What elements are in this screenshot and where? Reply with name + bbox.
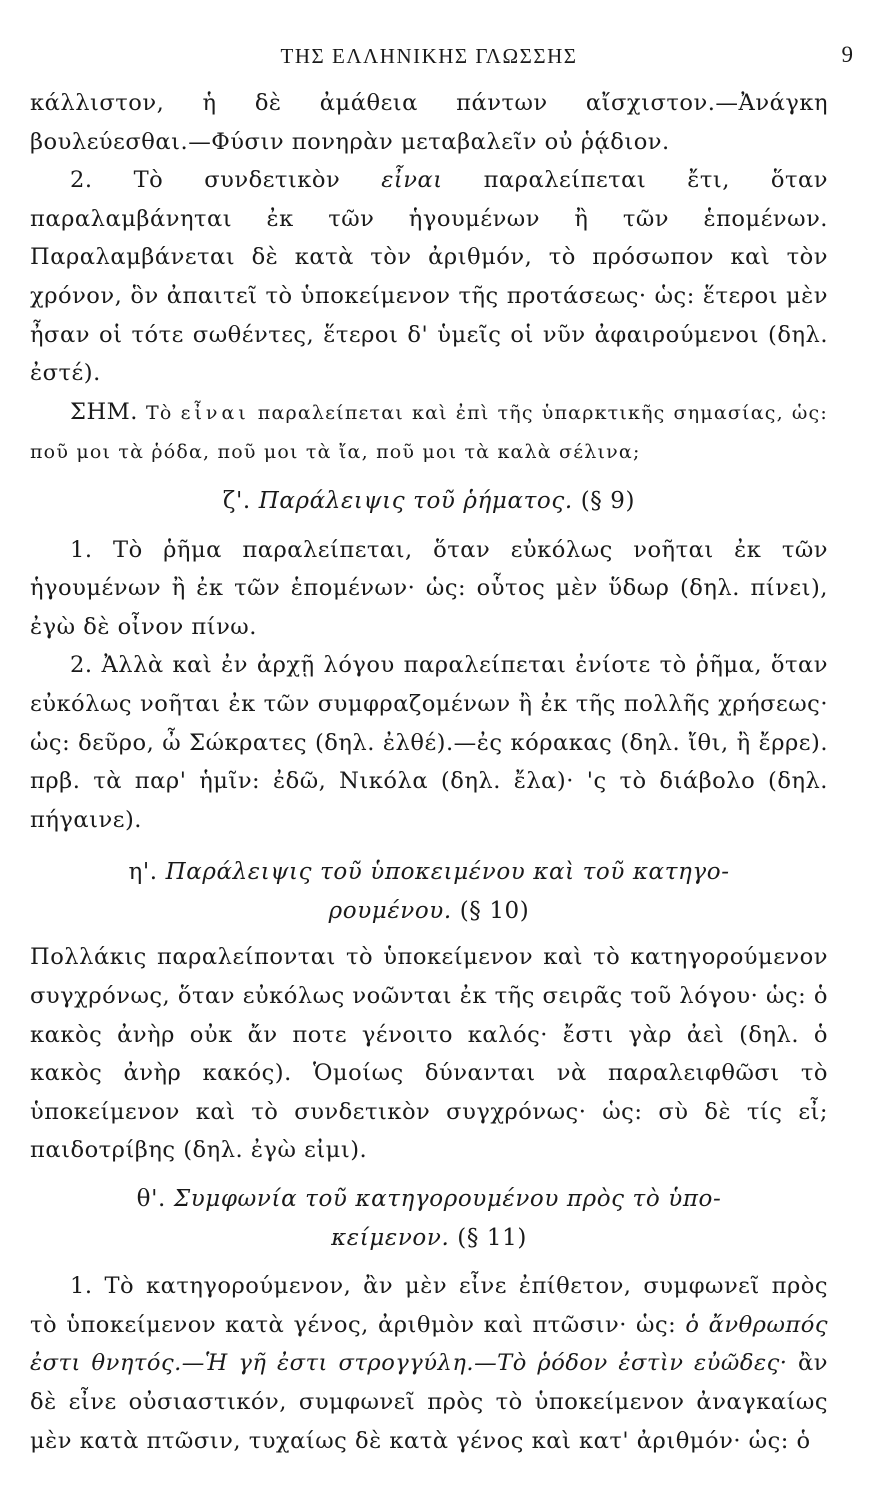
section-th-paragraph-1 bbox=[30, 1267, 828, 1460]
section-title-cont: ρουμένου. bbox=[328, 897, 452, 924]
running-title: ΤΗΣ ΕΛΛΗΝΙΚΗΣ ΓΛΩΣΣΗΣ bbox=[280, 44, 578, 68]
section-heading-z bbox=[30, 482, 828, 521]
paragraph-number: 1. bbox=[70, 1273, 93, 1300]
emphasis-text: εἶναι bbox=[381, 167, 443, 194]
section-mark: η'. bbox=[128, 859, 158, 886]
note-label: ΣΗΜ. bbox=[70, 398, 138, 425]
paragraph-number: 2. bbox=[70, 167, 93, 194]
paragraph-text: ἂν δὲ εἶνε οὐσιαστικόν, συμφωνεῖ πρὸς τὸ ὑποκείμενον ἀναγκαίως μὲν κατὰ πτῶσιν, τυχαίως δὲ κατὰ γένος καὶ κατ' ἀριθμόν· ὡς: ὁ bbox=[30, 1350, 828, 1454]
continued-paragraph: κάλλιστον, ἡ δὲ ἀμάθεια πάντων αἴσχιστον.—Ἀνάγκη βουλεύεσθαι.—Φύσιν πονηρὰν μεταβαλεῖν οὐ ῥᾴδιον. bbox=[30, 90, 828, 155]
section-ref: (§ 11) bbox=[457, 1224, 527, 1251]
heading-line-2 bbox=[30, 1219, 828, 1258]
section-title: Παράλειψις τοῦ ῥήματος. bbox=[258, 487, 573, 514]
heading-line-1 bbox=[30, 1180, 828, 1219]
section-mark: ζ'. bbox=[222, 487, 251, 514]
paragraph-text: Τὸ κατηγορούμενον, ἂν μὲν εἶνε ἐπίθετον, συμφωνεῖ πρὸς τὸ ὑποκείμενον κατὰ γένος, ἀριθμὸν καὶ πτῶσιν· ὡς: bbox=[30, 1273, 829, 1338]
running-header bbox=[30, 38, 853, 78]
section-heading-h bbox=[30, 853, 828, 930]
section-z-paragraph-2 bbox=[30, 646, 828, 839]
section-title: Συμφωνία τοῦ κατηγορουμένου πρὸς τὸ ὑπο- bbox=[173, 1186, 722, 1213]
paragraph-2 bbox=[30, 161, 828, 393]
heading-line-2 bbox=[30, 892, 828, 931]
section-ref: (§ 10) bbox=[459, 897, 530, 924]
paragraph-text: Τὸ συνδετικὸν bbox=[133, 167, 382, 194]
note-paragraph bbox=[30, 393, 828, 472]
section-mark: θ'. bbox=[136, 1186, 166, 1213]
note-text: Τὸ bbox=[138, 401, 181, 424]
paragraph-text: Τὸ ῥῆμα παραλείπεται, ὅταν εὐκόλως νοῆται ἐκ τῶν ἡγουμένων ἢ ἐκ τῶν ἑπομένων· ὡς: οὗτος μὲν ὕδωρ (δηλ. πίνει), ἐγὼ δὲ οἶνον πίνω. bbox=[30, 536, 828, 640]
section-z-paragraph-1 bbox=[30, 531, 828, 647]
section-title-cont: κείμενον. bbox=[331, 1224, 450, 1251]
emphasis-text: ὁ ἄνθρωπός ἐστι θνητός.—Ἡ γῆ ἐστι στρογγύλη.—Τὸ ῥόδον ἐστὶν εὐῶδες· bbox=[30, 1311, 828, 1377]
note-text: παραλείπεται καὶ ἐπὶ τῆς ὑπαρκτικῆς σημασίας, ὡς: ποῦ μοι τὰ ῥόδα, ποῦ μοι τὰ ἴα, ποῦ μοι τὰ καλὰ σέλινα; bbox=[30, 401, 828, 464]
page-body bbox=[30, 84, 828, 1460]
section-ref: (§ 9) bbox=[580, 487, 636, 514]
section-title: Παράλειψις τοῦ ὑποκειμένου καὶ τοῦ κατηγο- bbox=[165, 859, 730, 886]
paragraph-text: Ἀλλὰ καὶ ἐν ἀρχῇ λόγου παραλείπεται ἐνίοτε τὸ ῥῆμα, ὅταν εὐκόλως νοῆται ἐκ τῶν συμφραζομένων ἢ ἐκ τῆς πολλῆς χρήσεως· ὡς: δεῦρο, ὦ Σώκρατες (δηλ. ἐλθέ).—ἐς κόρακας (δηλ. ἴθι, ἢ ἔρρε). πρβ. τὰ παρ' ἡμῖν: ἐδῶ, Νικόλα (δηλ. ἔλα)· 'ς τὸ διάβολο (δηλ. πήγαινε). bbox=[30, 652, 828, 833]
page-number: 9 bbox=[841, 42, 853, 67]
paragraph-text: παραλείπεται ἔτι, ὅταν παραλαμβάνηται ἐκ τῶν ἡγουμένων ἢ τῶν ἑπομένων. Παραλαμβάνεται δὲ κατὰ τὸν ἀριθμόν, τὸ πρόσωπον καὶ τὸν χρόνον, ὃν ἀπαιτεῖ τὸ ὑποκείμενον τῆς προτάσεως· ὡς: ἕτεροι μὲν ἦσαν οἱ τότε σωθέντες, ἕτεροι δ' ὑμεῖς οἱ νῦν ἀφαιρούμενοι (δηλ. ἐστέ). bbox=[30, 167, 828, 387]
paragraph-number: 2. bbox=[70, 652, 93, 679]
section-h-paragraph: Πολλάκις παραλείπονται τὸ ὑποκείμενον καὶ τὸ κατηγορούμενον συγχρόνως, ὅταν εὐκόλως νοῶνται ἐκ τῆς σειρᾶς τοῦ λόγου· ὡς: ὁ κακὸς ἀνὴρ οὐκ ἄν ποτε γένοιτο καλός· ἔστι γὰρ ἀεὶ (δηλ. ὁ κακὸς ἀνὴρ κακός). Ὁμοίως δύνανται νὰ παραλειφθῶσι τὸ ὑποκείμενον καὶ τὸ συνδετικὸν συγχρόνως· ὡς: σὺ δὲ τίς εἶ; παιδοτρίβης (δηλ. ἐγὼ εἰμι). bbox=[30, 944, 829, 1164]
paragraph-number: 1. bbox=[70, 536, 93, 563]
heading-line-1 bbox=[30, 853, 828, 892]
section-heading-th bbox=[30, 1180, 828, 1257]
spaced-word: εἶναι bbox=[180, 401, 250, 424]
